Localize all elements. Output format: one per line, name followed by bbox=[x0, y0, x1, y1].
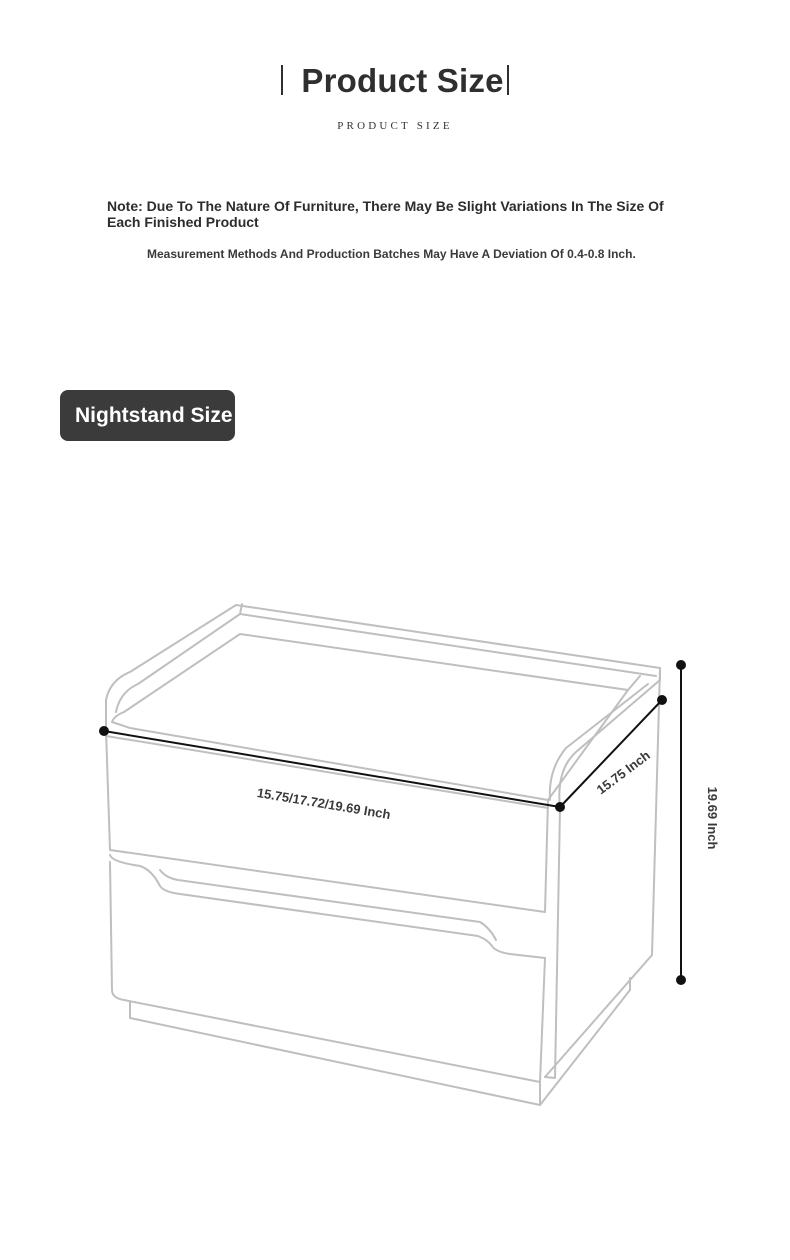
top-surface-corner bbox=[628, 676, 640, 690]
width-dimension-line bbox=[104, 731, 560, 807]
furniture-note: Note: Due To The Nature Of Furniture, There May Be Slight Variations In The Size Of Each Finished Product bbox=[107, 198, 664, 230]
width-start-dot bbox=[99, 726, 109, 736]
page-subtitle: PRODUCT SIZE bbox=[337, 120, 453, 132]
height-start-dot bbox=[676, 660, 686, 670]
page-title-text: Product Size bbox=[301, 62, 504, 99]
depth-label: 15.75 Inch bbox=[593, 747, 653, 798]
nightstand-outline bbox=[106, 604, 660, 1105]
width-label: 15.75/17.72/19.69 Inch bbox=[255, 785, 392, 823]
top-back-edge bbox=[240, 614, 656, 676]
deviation-note: Measurement Methods And Production Batches May Have A Deviation Of 0.4-0.8 Inch. bbox=[147, 247, 636, 261]
lower-drawer bbox=[110, 862, 545, 1082]
height-label: 19.69 Inch bbox=[705, 786, 720, 850]
height-end-dot bbox=[676, 975, 686, 985]
top-frame-inner bbox=[116, 604, 242, 712]
upper-drawer bbox=[106, 730, 548, 912]
section-badge-label: Nightstand Size bbox=[75, 404, 233, 427]
depth-end-dot bbox=[657, 695, 667, 705]
drawer-handle-groove bbox=[110, 855, 545, 958]
height-dimension bbox=[676, 660, 720, 985]
width-dimension bbox=[99, 726, 565, 822]
